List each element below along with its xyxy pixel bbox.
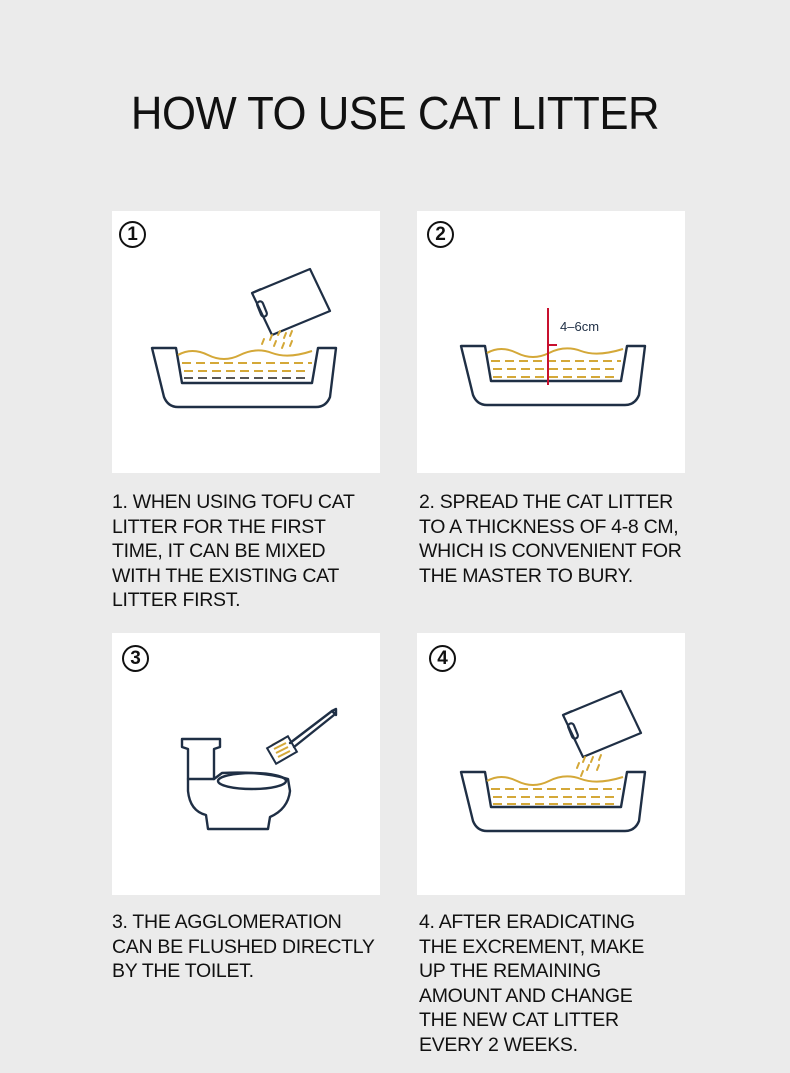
step-2-caption: 2. SPREAD THE CAT LITTER TO A THICKNESS OF 4-8 CM, WHICH IS CONVENIENT FOR THE MASTER TO BURY. — [419, 491, 682, 587]
toilet-flush-icon — [112, 633, 380, 895]
litter-box-pour-icon — [112, 211, 380, 473]
page-title: HOW TO USE CAT LITTER — [130, 87, 660, 139]
step-number-4: 4 — [429, 645, 456, 672]
step-number-3: 3 — [122, 645, 149, 672]
step-4-panel — [417, 633, 685, 895]
step-3-panel — [112, 633, 380, 895]
step-1-panel — [112, 211, 380, 473]
depth-measure-label: 4–6cm — [560, 319, 600, 334]
step-1-caption: 1. WHEN USING TOFU CAT LITTER FOR THE FIRST TIME, IT CAN BE MIXED WITH THE EXISTING CAT LITTER FIRST. — [112, 491, 355, 611]
step-number-2: 2 — [427, 221, 454, 248]
step-number-1: 1 — [119, 221, 146, 248]
step-3-caption: 3. THE AGGLOMERATION CAN BE FLUSHED DIRECTLY BY THE TOILET. — [112, 911, 375, 982]
litter-box-refill-icon — [417, 633, 685, 895]
step-4-caption: 4. AFTER ERADICATING THE EXCREMENT, MAKE UP THE REMAINING AMOUNT AND CHANGE THE NEW CAT LITTER EVERY 2 WEEKS. — [419, 911, 645, 1056]
step-2-panel — [417, 211, 685, 473]
litter-box-depth-icon — [417, 211, 685, 473]
